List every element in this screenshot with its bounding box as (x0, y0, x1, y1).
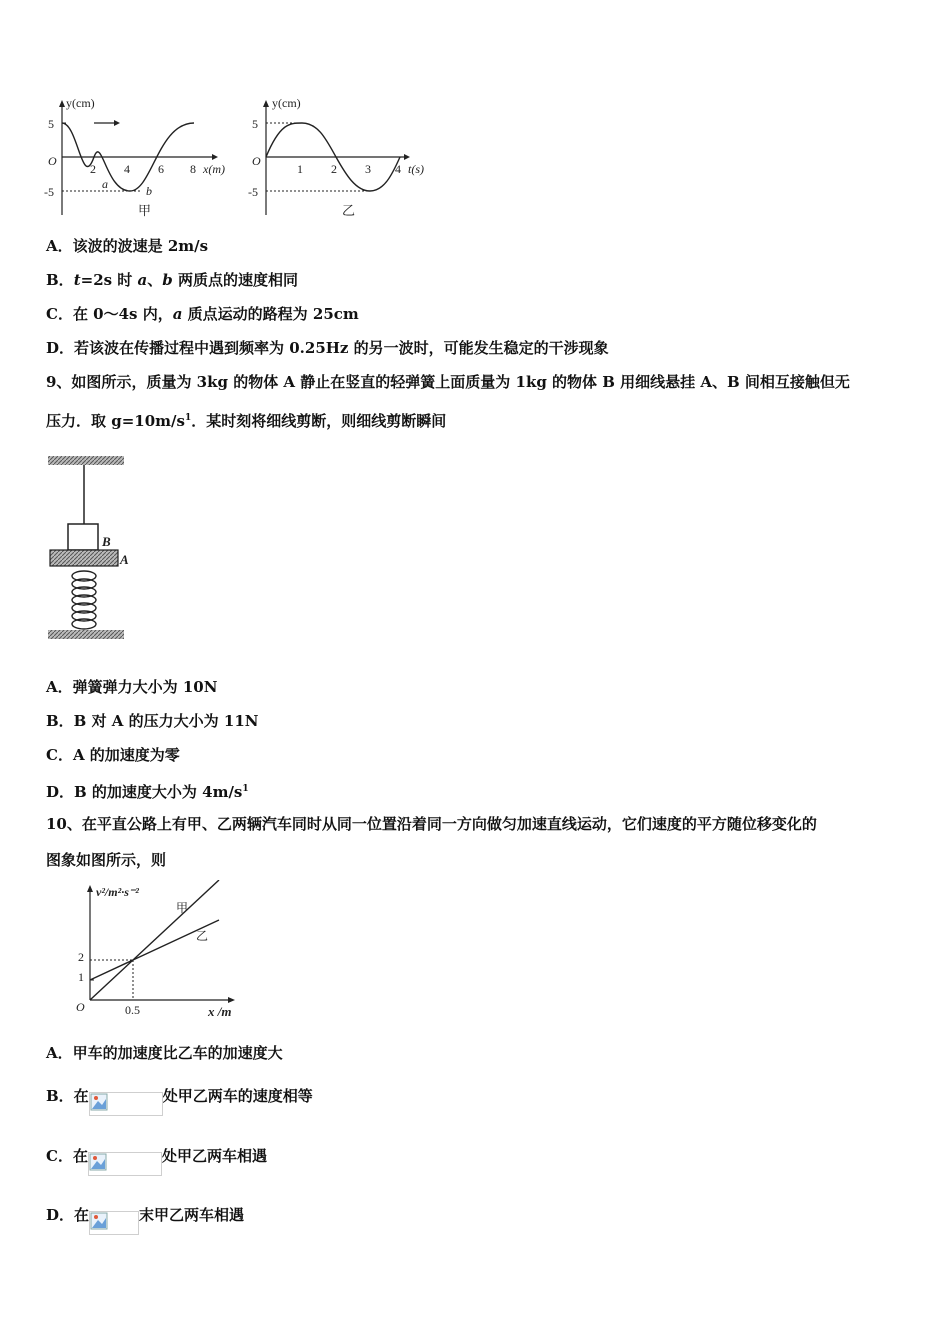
wave-graph-x (44, 96, 225, 218)
q9-option-b: B．B 对 A 的压力大小为 11N (46, 712, 259, 730)
broken-image-icon (90, 1212, 108, 1230)
point-a: a (102, 177, 108, 191)
q10-d-prefix: D．在 (46, 1206, 90, 1224)
graph-ytick-2: 2 (78, 950, 84, 964)
q8-option-b (46, 270, 298, 290)
q9-stem-sup: 1 (184, 413, 192, 423)
right-xlabel: t(s) (408, 162, 424, 176)
right-origin: O (252, 154, 261, 168)
q8-b-rest: 两质点的速度相同 (172, 271, 299, 289)
left-xtick-8: 8 (190, 162, 196, 176)
left-ytick-minus5: -5 (44, 185, 54, 199)
q9-option-d (46, 779, 249, 802)
q9-option-a: A．弹簧弹力大小为 10N (46, 678, 218, 696)
graph-ylabel: v²/m²·s⁻² (96, 885, 139, 899)
spring-figure-svg (46, 452, 142, 644)
label-b: B (102, 534, 111, 549)
graph-label-yi: 乙 (196, 929, 209, 943)
right-ytick-minus5: -5 (248, 185, 258, 199)
graph-origin: O (76, 1000, 85, 1014)
q8-c-prefix: C．在 0～4s 内， (46, 305, 173, 323)
q8-c-a: a (172, 305, 183, 323)
q10-b-suffix: 处甲乙两车的速度相等 (162, 1087, 313, 1105)
wave-figures (40, 95, 440, 223)
q10-c-prefix: C．在 (46, 1147, 88, 1165)
left-origin: O (48, 154, 57, 168)
q8-option-a: A．该波的波速是 2m/s (46, 237, 209, 255)
q9-stem-b: ．某时刻将细线剪断，则细线剪断瞬间 (191, 412, 447, 430)
left-xtick-4: 4 (124, 162, 130, 176)
left-xtick-6: 6 (158, 162, 164, 176)
q10-b-prefix: B．在 (46, 1087, 89, 1105)
q8-b-b: b (162, 271, 173, 289)
q9-stem-line1: 9、如图所示，质量为 3kg 的物体 A 静止在竖直的轻弹簧上面质量为 1kg 的物体 B 用细线悬挂 A、B 间相互接触但无 (46, 373, 850, 391)
spring-figure (46, 452, 142, 644)
v2-x-graph-svg (48, 880, 248, 1024)
q9-stem-line2 (46, 408, 446, 431)
block-a (50, 550, 118, 566)
q10-option-b (46, 1076, 313, 1116)
ceiling (48, 456, 124, 465)
right-xtick-1: 1 (297, 162, 303, 176)
left-xlabel: x(m) (203, 162, 225, 176)
q10-option-c (46, 1136, 267, 1176)
left-caption: 甲 (138, 203, 152, 218)
q10-stem-line1: 10、在平直公路上有甲、乙两辆汽车同时从同一位置沿着同一方向做匀加速直线运动，它们速度的平方随位移变化的 (46, 815, 817, 833)
y-axis-arrow (59, 100, 65, 107)
q8-c-rest: 质点运动的路程为 25cm (182, 305, 359, 323)
broken-image-placeholder (89, 1092, 163, 1116)
right-xtick-3: 3 (365, 162, 371, 176)
left-xtick-2: 2 (90, 162, 96, 176)
block-b (68, 524, 98, 550)
floor (48, 630, 124, 639)
broken-image-placeholder (88, 1152, 162, 1176)
spring (72, 571, 96, 629)
q8-b-mid: =2s 时 (80, 271, 138, 289)
right-xtick-4: 4 (395, 162, 401, 176)
left-ylabel: y(cm) (66, 96, 95, 110)
left-ytick-5: 5 (48, 117, 54, 131)
broken-image-icon (89, 1153, 107, 1171)
graph-xtick: 0.5 (125, 1003, 140, 1017)
graph-ytick-1: 1 (78, 970, 84, 984)
q9-d-sup: 1 (242, 784, 249, 794)
q8-option-d: D．若该波在传播过程中遇到频率为 0.25Hz 的另一波时，可能发生稳定的干涉现象 (46, 339, 609, 357)
q8-b-sep: 、 (147, 271, 163, 289)
q9-stem-a: 压力．取 g=10m/s (46, 412, 185, 430)
label-a: A (120, 552, 129, 567)
q8-b-a: a (137, 271, 148, 289)
q10-option-a: A．甲车的加速度比乙车的加速度大 (46, 1044, 283, 1062)
q8-b-prefix: B． (46, 271, 74, 289)
x-axis-arrow (212, 154, 218, 160)
q9-option-c: C．A 的加速度为零 (46, 746, 180, 764)
wave-figures-svg (40, 95, 440, 223)
right-ytick-5: 5 (252, 117, 258, 131)
point-b: b (146, 184, 152, 198)
graph-xlabel: x /m (208, 1004, 232, 1019)
q8-option-c (46, 304, 359, 324)
q9-d-text: D．B 的加速度大小为 4m/s (46, 783, 243, 801)
broken-image-icon (90, 1093, 108, 1111)
v2-x-graph (48, 880, 248, 1024)
q10-d-suffix: 末甲乙两车相遇 (139, 1206, 245, 1224)
q10-c-suffix: 处甲乙两车相遇 (161, 1147, 267, 1165)
q10-option-d (46, 1195, 244, 1235)
wave-graph-t (248, 96, 424, 218)
right-xtick-2: 2 (331, 162, 337, 176)
broken-image-placeholder (89, 1211, 139, 1235)
graph-label-jia: 甲 (176, 901, 189, 915)
right-ylabel: y(cm) (272, 96, 301, 110)
q8-b-t: t (73, 271, 81, 289)
q10-stem-line2: 图象如图所示，则 (46, 851, 167, 869)
right-caption: 乙 (342, 203, 356, 218)
